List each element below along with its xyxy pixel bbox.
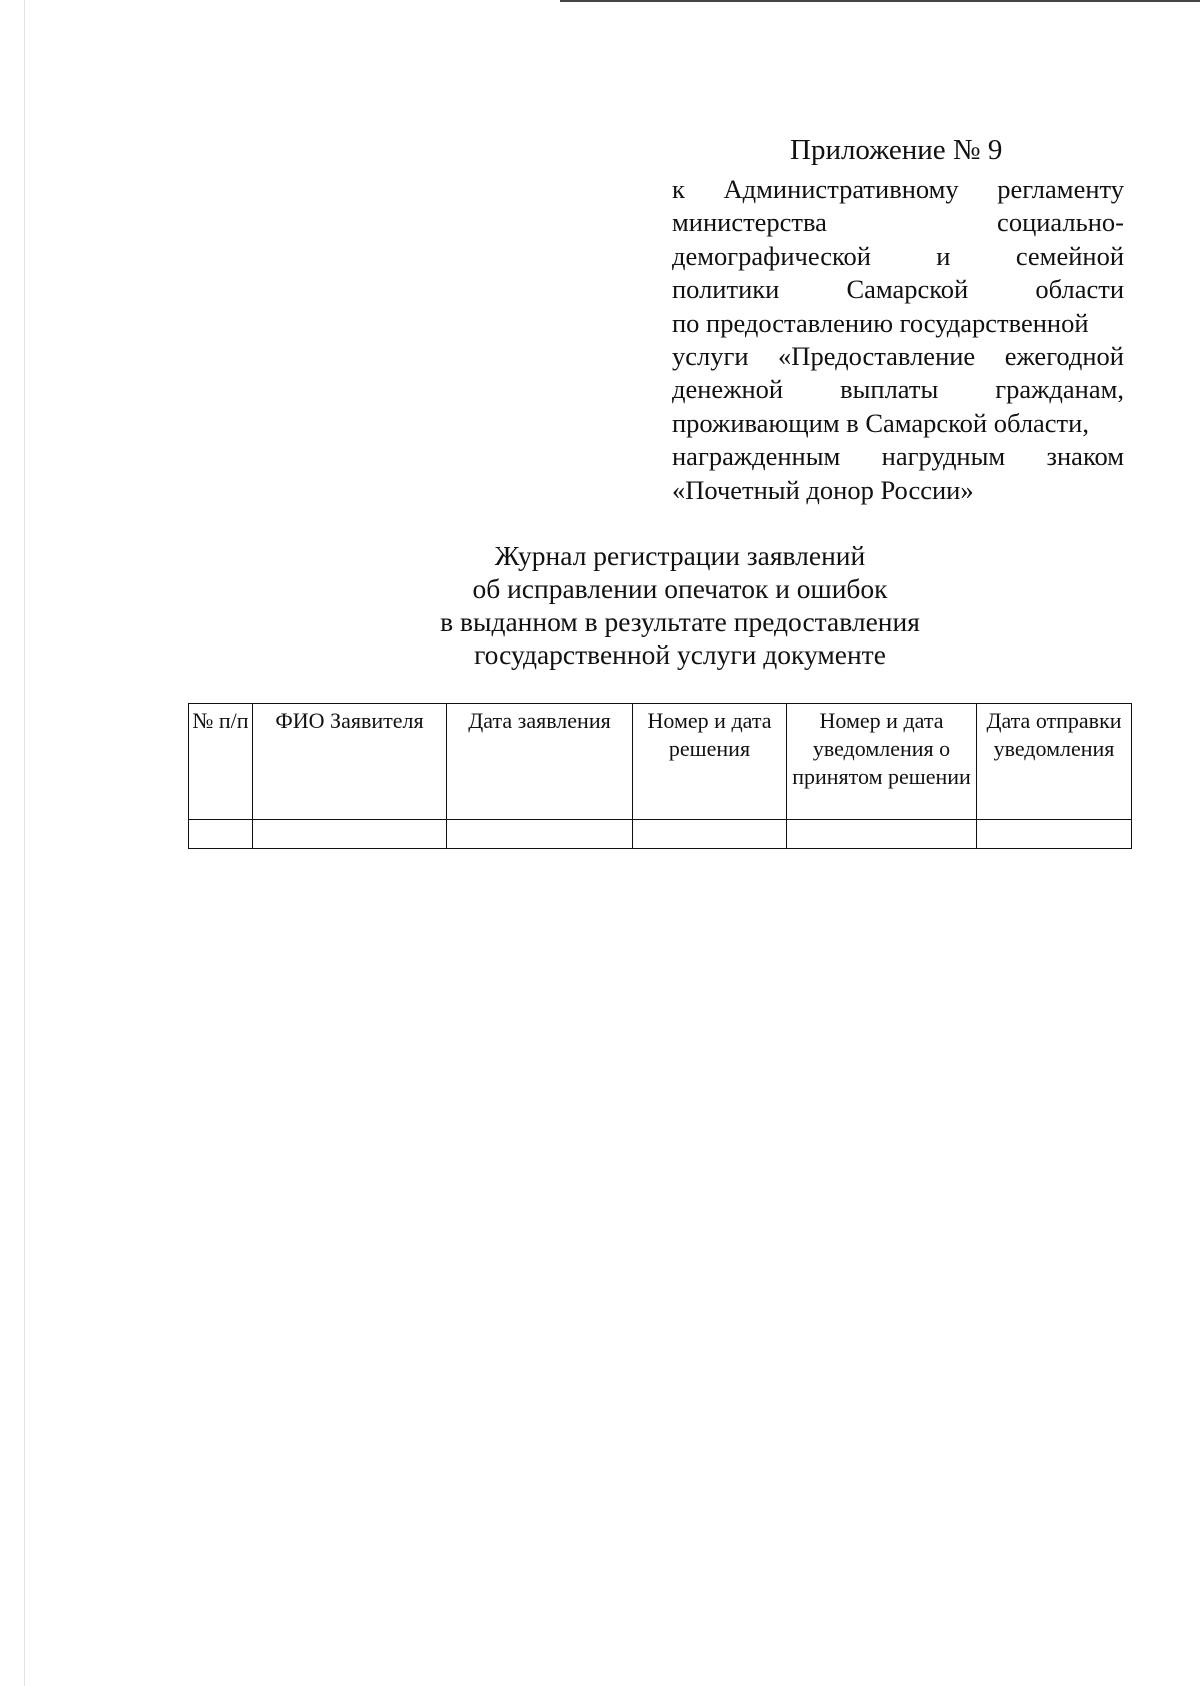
- appendix-line: министерства социально-: [672, 207, 1124, 238]
- appendix-reference-block: [672, 173, 1124, 507]
- table-cell: [253, 820, 447, 849]
- table-cell: [189, 820, 253, 849]
- journal-title: [300, 539, 1060, 671]
- journal-title-line: об исправлении опечаток и ошибок: [472, 573, 888, 604]
- appendix-line: политики Самарской области: [672, 274, 1124, 305]
- registration-journal-table: [188, 703, 1132, 849]
- table-cell: [787, 820, 977, 849]
- appendix-line: услуги «Предоставление ежегодной: [672, 341, 1124, 372]
- table-cell: [633, 820, 787, 849]
- appendix-line: по предоставлению государственной: [672, 307, 1089, 338]
- scan-top-edge-line: [560, 0, 1200, 2]
- appendix-line: награжденным нагрудным знаком: [672, 441, 1124, 472]
- appendix-line: денежной выплаты гражданам,: [672, 374, 1124, 405]
- column-header-application-date: Дата заявления: [447, 704, 633, 820]
- column-header-number: № п/п: [189, 704, 253, 820]
- appendix-line: проживающим в Самарской области,: [672, 407, 1089, 438]
- column-header-decision-number-date: Номер и дата решения: [633, 704, 787, 820]
- column-header-applicant-name: ФИО Заявителя: [253, 704, 447, 820]
- journal-title-line: Журнал регистрации заявлений: [494, 540, 866, 571]
- table-cell: [447, 820, 633, 849]
- appendix-title: Приложение № 9: [790, 134, 1003, 166]
- appendix-line: к Административному регламенту: [672, 174, 1124, 204]
- table-row: [189, 820, 1132, 849]
- journal-title-line: государственной услуги документе: [474, 639, 886, 670]
- journal-title-line: в выданном в результате предоставления: [440, 606, 920, 637]
- column-header-notification-sent-date: Дата отправки уведомления: [977, 704, 1132, 820]
- table-header-row: [189, 704, 1132, 820]
- column-header-notification-number-date: Номер и дата уведомления о принятом решении: [787, 704, 977, 820]
- table-cell: [977, 820, 1132, 849]
- scan-left-edge-line: [24, 0, 25, 1686]
- appendix-line: «Почетный донор России»: [672, 474, 974, 505]
- appendix-line: демографической и семейной: [672, 240, 1124, 271]
